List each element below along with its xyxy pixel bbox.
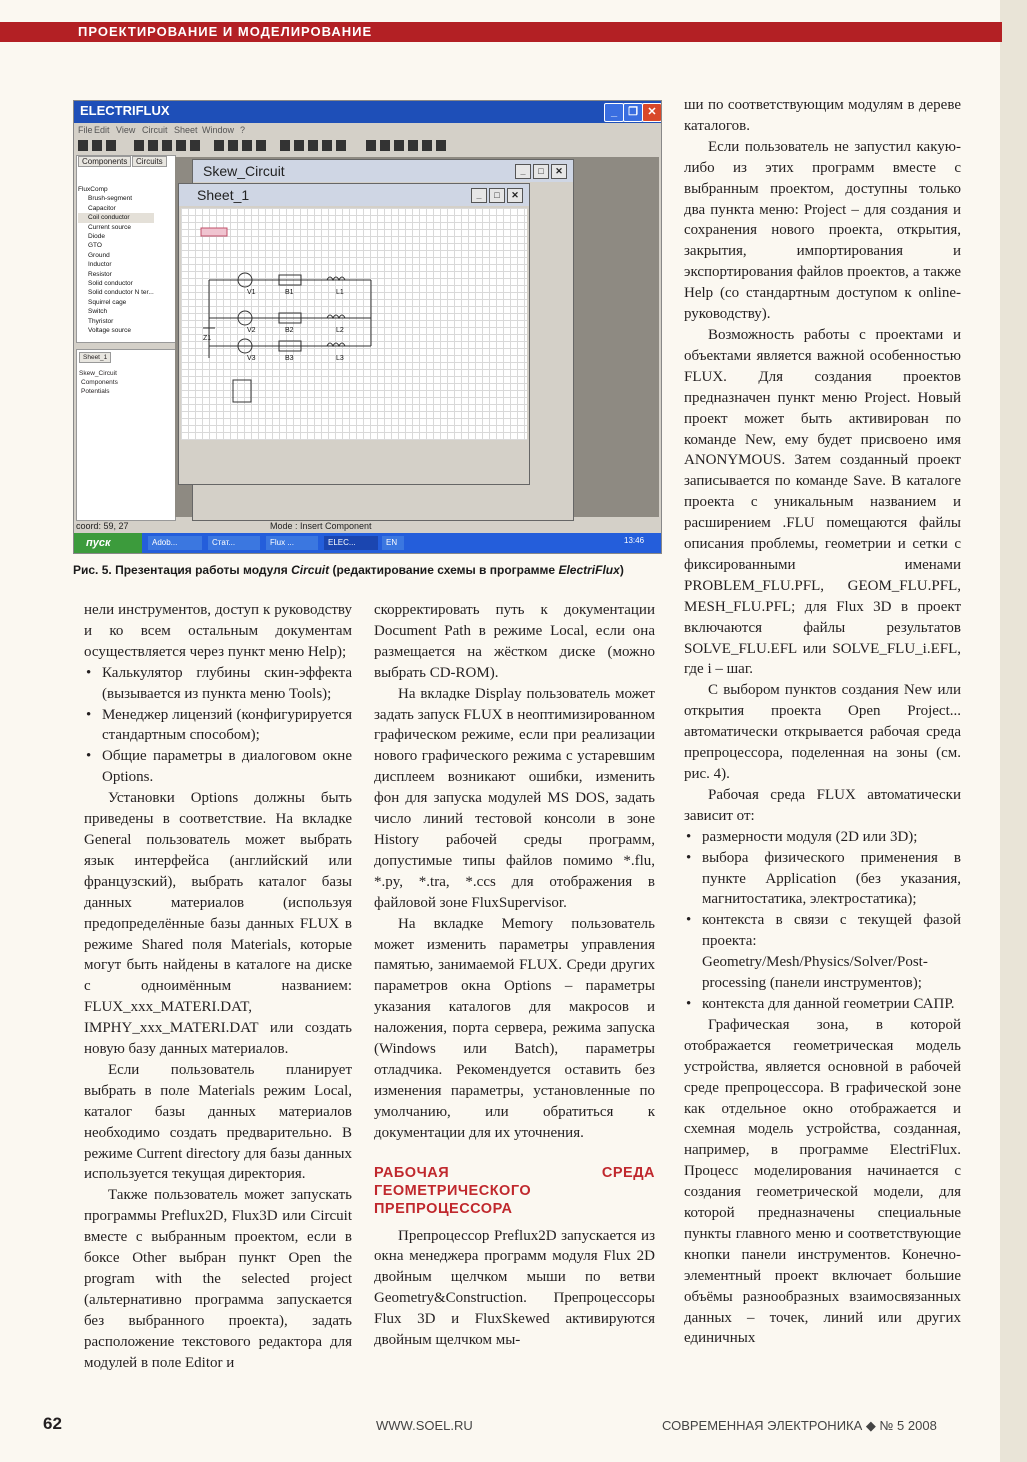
bullet-item: • выбора физического применения в пункте Application (без указания, магнитостатика, электростатика); (684, 848, 961, 911)
window-titlebar (179, 184, 529, 206)
footer-site: WWW.SOEL.RU (376, 1418, 473, 1433)
new-icon[interactable] (78, 140, 88, 151)
property-icon[interactable] (322, 140, 332, 151)
bullet-item: • Менеджер лицензий (конфигурируется стандартным способом); (84, 705, 352, 747)
tab-components[interactable]: Components (78, 156, 131, 167)
delete-icon[interactable] (190, 140, 200, 151)
save-icon[interactable] (106, 140, 116, 151)
section-title: ПРОЕКТИРОВАНИЕ И МОДЕЛИРОВАНИЕ (78, 24, 373, 39)
tree-item[interactable]: Solid conductor N ter... (88, 289, 154, 297)
label-l2: L2 (336, 327, 344, 334)
taskbar-item-active[interactable]: ELEC... (324, 536, 378, 550)
tree-item[interactable]: Diode (88, 233, 105, 241)
taskbar-item[interactable]: Flux ... (266, 536, 318, 550)
figure-screenshot (73, 100, 662, 554)
caption-module: Circuit (291, 563, 330, 577)
maximize-icon[interactable]: □ (533, 164, 549, 179)
squirrel-cage-icon (233, 380, 251, 402)
label-b2: B2 (285, 327, 294, 334)
menu-file[interactable]: File (78, 125, 93, 135)
label-v3: V3 (247, 355, 256, 362)
paragraph: Рабочая среда FLUX автоматически зависит от: (684, 786, 961, 824)
page-number: 62 (43, 1414, 62, 1433)
label-v2: V2 (247, 327, 256, 334)
menu-circuit[interactable]: Circuit (142, 125, 168, 135)
rotate-icon[interactable] (280, 140, 290, 151)
close-icon[interactable]: ✕ (551, 164, 567, 179)
app-title: ELECTRIFLUX (80, 103, 170, 118)
close-icon[interactable]: ✕ (642, 103, 662, 122)
bullet-item: • контекста для данной геометрии САПР. (684, 994, 961, 1015)
window-sheet (178, 183, 530, 485)
wire-icon[interactable] (228, 140, 238, 151)
circuit-tree-item[interactable]: Components (81, 379, 118, 386)
flip-icon[interactable] (308, 140, 318, 151)
label-z1: Z1 (203, 335, 212, 342)
maximize-icon[interactable]: □ (489, 188, 505, 203)
taskbar-item[interactable]: Adob... (148, 536, 202, 550)
minimize-icon[interactable]: _ (515, 164, 531, 179)
paragraph: На вкладке Memory пользователь может изменить параметры управления памятью, занимаемой FLUX. Среди других параметров окна Options – параметры указания каталогов для макросов и наложения, порта сервера, режима запуска (Windows или Batch), параметры отладчика. Рекомендуется оставить без изменения параметры, установленные по умолчанию, или обратиться к документации для их уточнения. (374, 915, 655, 1141)
status-coord: coord: 59, 27 (76, 521, 129, 531)
menu-window[interactable]: Window (202, 125, 235, 135)
menu-help[interactable]: ? (240, 125, 246, 135)
zoom-prev-icon[interactable] (422, 140, 432, 151)
paragraph: На вкладке Display пользователь может задать запуск FLUX в неоптимизированном графическом режиме, если при реализации нового графического режима с устаревшим дисплеем возникают ошибки, изменить фон для запуска модулей MS DOS, задать число линий тестовой консоли в зоне History рабочей среды программ, допустимые типы файлов помимо *.flu, *.py, *.tra, *.ccs для отображения в файловой зоне FluxSupervisor. (374, 685, 655, 911)
zoom-out-icon[interactable] (380, 140, 390, 151)
taskbar-item[interactable]: Стат... (208, 536, 260, 550)
open-icon[interactable] (92, 140, 102, 151)
status-mode: Mode : Insert Component (270, 521, 372, 531)
pan-icon[interactable] (436, 140, 446, 151)
menu-edit[interactable]: Edit (94, 125, 110, 135)
taskbar (74, 533, 661, 553)
tree-item[interactable]: Capacitor (88, 204, 116, 212)
pointer-icon[interactable] (214, 140, 224, 151)
cut-icon[interactable] (176, 140, 186, 151)
column-2 (374, 600, 655, 1351)
paste-icon[interactable] (148, 140, 158, 151)
component-tree (78, 185, 154, 336)
menu-view[interactable]: View (116, 125, 136, 135)
paragraph: ши по соответствующим модулям в дереве каталогов. (684, 97, 961, 134)
page-edge (1000, 0, 1027, 1462)
window-title: Sheet_1 (197, 187, 250, 203)
paragraph: Графическая зона, в которой отображается геометрическая модель устройства, является основной в рабочей среде препроцессора. В графической зоне как отдельное окно отображается и схемная модель устройства, созданная, например, в программе ElectriFlux. Процесс моделирования начинается с создания геометрической модели, для которой предназначены специальные пункты главного меню и соответствующие кнопки панели инструментов. Конечно-элементный проект включает большие объёмы разнообразных взаимосвязанных данных – точек, линий или других единичных (684, 1016, 961, 1347)
bullet-item: • размерности модуля (2D или 3D); (684, 827, 961, 848)
zoom-in-icon[interactable] (366, 140, 376, 151)
start-button[interactable]: пуск (74, 533, 142, 553)
tree-item-selected[interactable]: Coil conductor (78, 213, 154, 222)
circuit-tree-root[interactable]: Skew_Circuit (79, 370, 117, 377)
paragraph: Препроцессор Preflux2D запускается из окна менеджера программ модуля Flux 2D двойным щелчком мыши по ветви Geometry&Construction. Препроцессоры Flux 3D и FluxSkewed активируются двойным щелчком мы- (374, 1227, 655, 1349)
tree-item[interactable]: Thyristor (88, 317, 114, 325)
maximize-icon[interactable]: ❐ (623, 103, 643, 122)
paragraph: С выбором пунктов создания New или открытия проекта Open Project... автоматически открывается рабочая среда препроцессора, поделенная на зоны (см. рис. 4). (684, 682, 961, 782)
zoom-fit-icon[interactable] (394, 140, 404, 151)
menu-sheet[interactable]: Sheet (174, 125, 198, 135)
paragraph: Возможность работы с проектами и объектами является важной особенностью FLUX. Для создания проектов предназначен пункт меню Project. Новый проект может быть активирован по команде New, ему будет присвоено имя ANONYMOUS. Затем созданный проект записывается по команде Save. В каталоге проекта с уникальным названием и расширением .FLU помещаются файлы описания проблемы, геометрии и сетки с фиксированными именами PROBLEM_FLU.PFL, GEOM_FLU.PFL, MESH_FLU.PFL; для Flux 3D в проект включаются файлы результатов SOLVE_FLU.EFL или SOLVE_FLU_i.EFL, где i – шаг. (684, 326, 961, 678)
placed-component-icon (201, 228, 227, 236)
minimize-icon[interactable]: _ (604, 103, 624, 122)
window-title: Skew_Circuit (203, 163, 285, 179)
label-v1: V1 (247, 289, 256, 296)
print-icon[interactable] (162, 140, 172, 151)
schematic-canvas[interactable] (181, 208, 527, 440)
tab-circuits[interactable]: Circuits (132, 156, 167, 167)
bullet-item: • Общие параметры в диалоговом окне Options. (84, 746, 352, 788)
circuit-tree-panel (76, 349, 176, 521)
node-icon[interactable] (242, 140, 252, 151)
paragraph: Также пользователь может запускать программы Preflux2D, Flux3D или Circuit вместе с выбранным проектом, если в боксе Other выбран пункт Open the program with the selected project (альтернативно программа запускается без выбранного проекта), задать расположение текстового редактора для модулей в поле Editor и (84, 1187, 352, 1371)
tree-item[interactable]: Voltage source (88, 327, 132, 335)
paragraph: Если пользователь не запустил какую-либо из этих программ вместе с выбранным проектом, доступны только два пункта меню: Project – для создания и сохранения нового проекта, открытия, закрытия, импортирования и экспортирования файлов проектов, а также Help (со стандартным доступом к online-руководству). (684, 138, 961, 323)
paragraph: Установки Options должны быть приведены в соответствие. На вкладке General пользователь может выбрать язык интерфейса (английский или французский), выбрать каталог базы данных материалов (используя предопределённые базы данных FLUX в режиме Shared поля Materials, которые могут быть найдены в каталоге на диске с одноимённым названием: FLUX_xxx_MATERI.DAT, IMPHY_xxx_MATERI.DAT или создать новую базу данных материалов. (84, 790, 352, 1058)
toolbar (74, 137, 661, 155)
app-titlebar (74, 101, 661, 123)
label-b3: B3 (285, 355, 294, 362)
tab-sheet[interactable]: Sheet_1 (79, 352, 111, 363)
tree-item[interactable]: Current source (88, 223, 131, 231)
tree-item[interactable]: Squirrel cage (88, 298, 127, 306)
menubar (74, 123, 661, 137)
zoom-window-icon[interactable] (408, 140, 418, 151)
caption-mid: (редактирование схемы в программе (329, 563, 559, 577)
tree-item[interactable]: GTO (88, 242, 102, 250)
tree-root[interactable]: FluxComp (78, 186, 108, 193)
bullet-item: • Калькулятор глубины скин-эффекта (вызывается из пункта меню Tools); (84, 663, 352, 705)
caption-suffix: ) (619, 563, 624, 577)
circuit-tree-item[interactable]: Potentials (81, 388, 110, 395)
tree-item[interactable]: Inductor (88, 261, 112, 269)
paragraph: нели инструментов, доступ к руководству и ко всем остальным документам осуществляется через пункт меню Help); (84, 602, 352, 660)
column-1 (84, 600, 352, 1374)
bullet-item: • контекста в связи с текущей фазой проекта: Geometry/Mesh/Physics/Solver/Post-processing (панели инструментов); (684, 910, 961, 994)
label-icon[interactable] (336, 140, 346, 151)
tree-item[interactable]: Brush-segment (88, 195, 133, 203)
label-b1: B1 (285, 289, 294, 296)
caption-program: ElectriFlux (558, 563, 620, 577)
circuit-diagram (181, 208, 527, 440)
close-icon[interactable]: ✕ (507, 188, 523, 203)
paragraph: скорректировать путь к документации Document Path в режиме Local, если она размещается на жёстком диске (можно выбрать CD-ROM). (374, 602, 655, 681)
section-heading: РАБОЧАЯ СРЕДА ГЕОМЕТРИЧЕСКОГО ПРЕПРОЦЕССОРА (374, 1164, 655, 1217)
tree-item[interactable]: Solid conductor (88, 280, 133, 288)
tree-item[interactable]: Switch (88, 308, 108, 316)
column-3 (684, 95, 961, 1349)
grid-icon[interactable] (256, 140, 266, 151)
caption-prefix: Рис. 5. Презентация работы модуля (73, 563, 292, 577)
figure-caption (73, 563, 624, 577)
copy-icon[interactable] (134, 140, 144, 151)
label-l3: L3 (336, 355, 344, 362)
language-indicator[interactable]: EN (382, 536, 404, 550)
mirror-icon[interactable] (294, 140, 304, 151)
label-l1: L1 (336, 289, 344, 296)
paragraph: Если пользователь планирует выбрать в поле Materials режим Local, каталог базы данных материалов необходимо создать предварительно. В режиме Current directory для базы данных используется текущая директория. (84, 1061, 352, 1183)
clock: 13:46 (624, 536, 645, 545)
window-titlebar (193, 160, 573, 182)
statusbar (74, 521, 661, 533)
footer-journal: СОВРЕМЕННАЯ ЭЛЕКТРОНИКА ◆ № 5 2008 (662, 1418, 937, 1433)
minimize-icon[interactable]: _ (471, 188, 487, 203)
tree-item[interactable]: Ground (88, 251, 110, 259)
tree-item[interactable]: Resistor (88, 270, 112, 278)
